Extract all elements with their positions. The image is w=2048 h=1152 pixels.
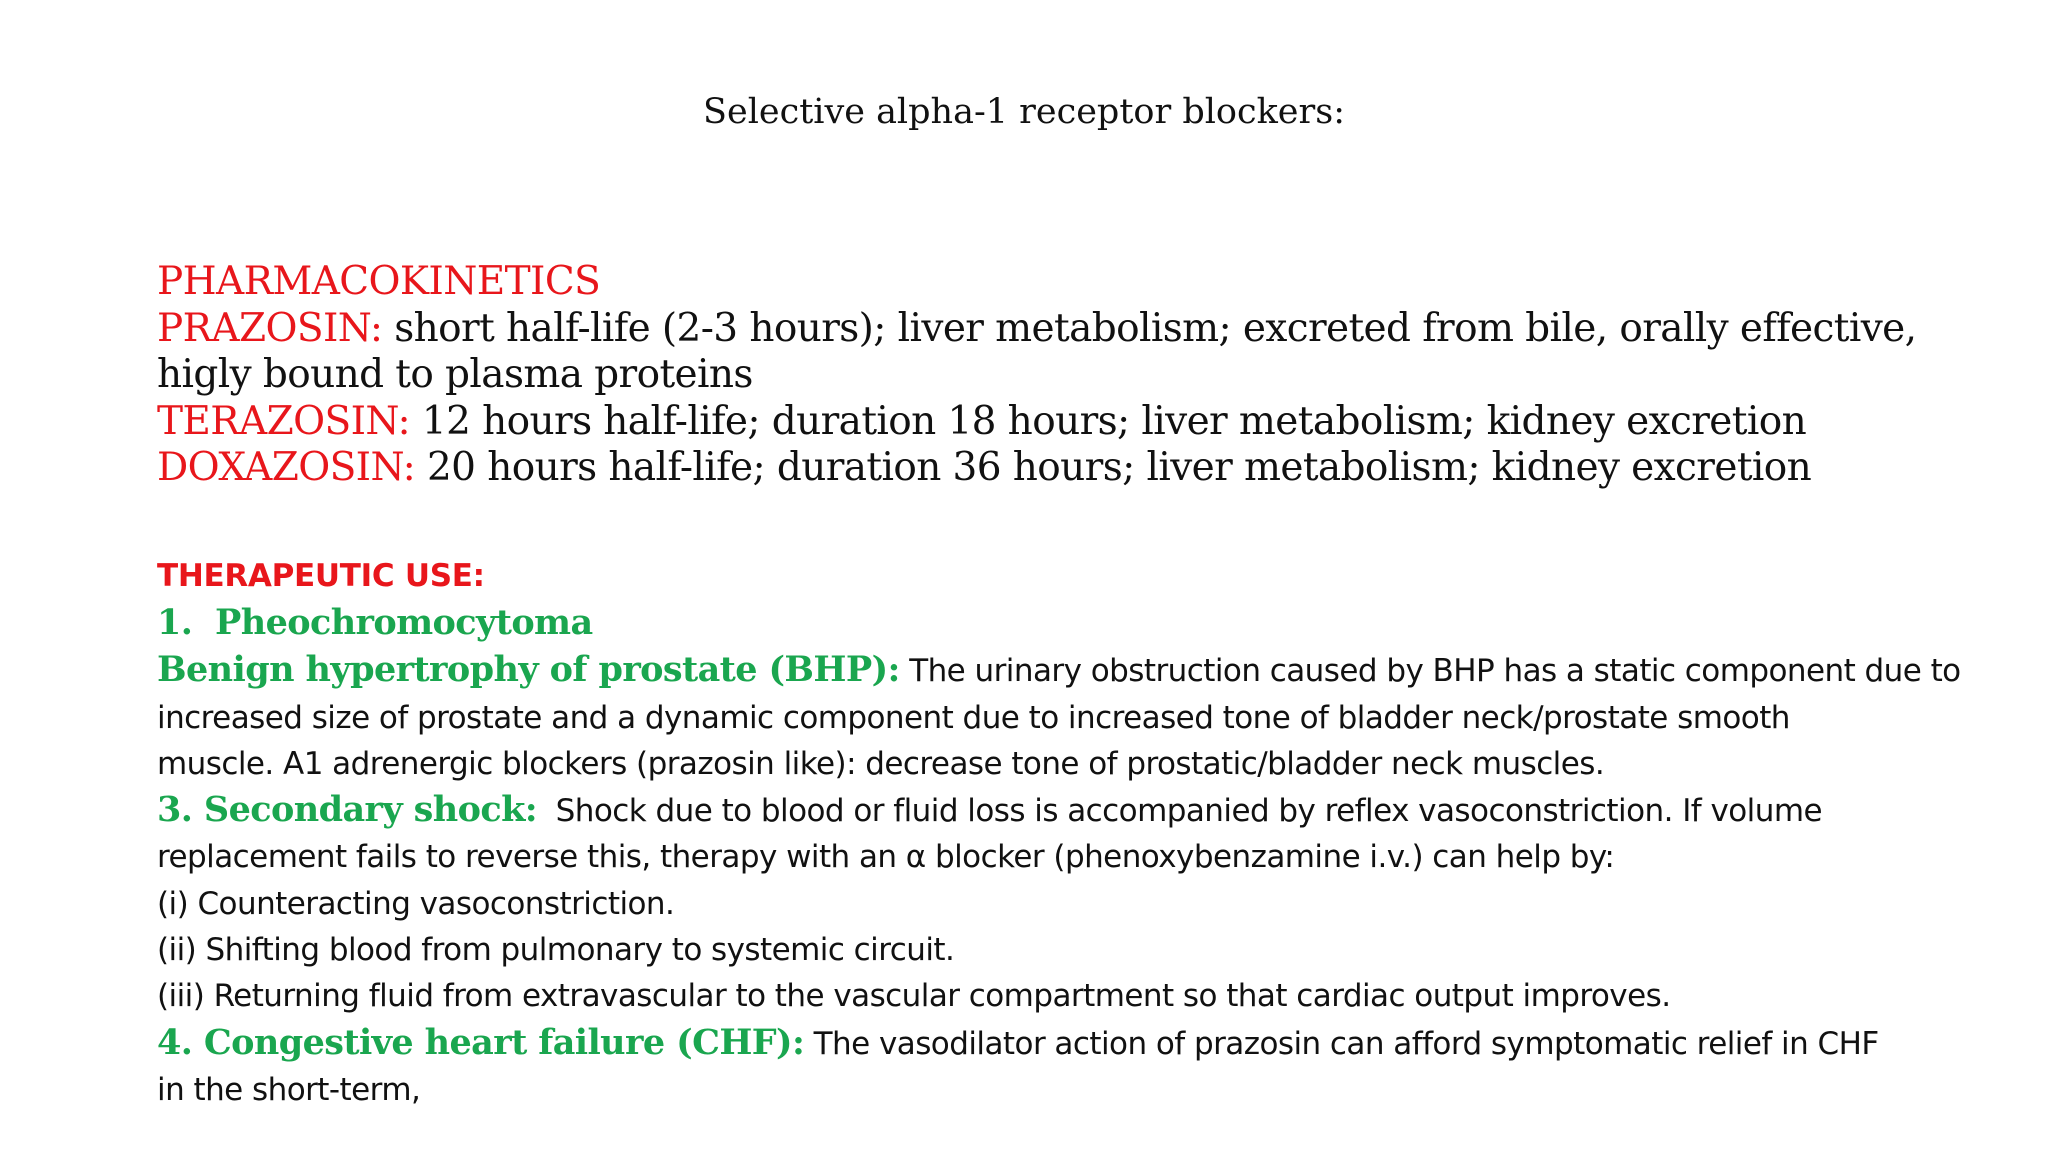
terazosin-label: TERAZOSIN: (157, 398, 411, 444)
bhp-text: The urinary obstruction caused by BHP has a static component due to (899, 653, 1961, 690)
prazosin-line (157, 306, 1977, 353)
prazosin-text: short half-life (2-3 hours); liver metabolism; excreted from bile, orally effective, (382, 305, 1917, 351)
terazosin-line (157, 399, 1977, 446)
shock-label: 3. Secondary shock: (157, 789, 538, 831)
slide-title: Selective alpha-1 receptor blockers: (703, 92, 1345, 132)
bhp-line (157, 647, 1997, 694)
therapeutic-use-heading: THERAPEUTIC USE: (157, 558, 485, 594)
chf-label: 4. Congestive heart failure (CHF): (157, 1021, 805, 1063)
shock-line (157, 787, 1997, 834)
pheochromocytoma-label: Pheochromocytoma (215, 602, 593, 643)
prazosin-label: PRAZOSIN: (157, 305, 383, 351)
terazosin-text: 12 hours half-life; duration 18 hours; liver metabolism; kidney excretion (410, 398, 1807, 444)
shock-line-2: replacement fails to reverse this, therapy with an α blocker (phenoxybenzamine i.v.) can help by: (157, 839, 1615, 876)
doxazosin-text: 20 hours half-life; duration 36 hours; liver metabolism; kidney excretion (415, 445, 1812, 490)
item-pheochromocytoma (157, 600, 1997, 647)
chf-line-2: in the short-term, (157, 1071, 421, 1108)
doxazosin-label: DOXAZOSIN: (157, 445, 416, 490)
bhp-label: Benign hypertrophy of prostate (BHP): (157, 649, 900, 691)
pharmacokinetics-heading: PHARMACOKINETICS (157, 259, 601, 304)
chf-text: The vasodilator action of prazosin can afford symptomatic relief in CHF (804, 1025, 1879, 1062)
prazosin-line-continued: higly bound to plasma proteins (157, 352, 753, 397)
pharmacokinetics-section (157, 259, 1977, 492)
chf-line (157, 1020, 1997, 1067)
doxazosin-line (157, 445, 1977, 492)
bhp-line-3: muscle. A1 adrenergic blockers (prazosin like): decrease tone of prostatic/bladder neck muscles. (157, 745, 1605, 782)
bhp-line-2: increased size of prostate and a dynamic component due to increased tone of bladder neck/prostate smooth (157, 699, 1790, 736)
item-number: 1. (157, 602, 193, 643)
shock-text: Shock due to blood or fluid loss is accompanied by reflex vasoconstriction. If volume (537, 793, 1823, 830)
shock-point-3: (iii) Returning fluid from extravascular to the vascular compartment so that cardiac output improves. (157, 978, 1671, 1015)
therapeutic-use-section (157, 600, 1997, 1113)
shock-point-1: (i) Counteracting vasoconstriction. (157, 885, 675, 922)
shock-point-2: (ii) Shifting blood from pulmonary to systemic circuit. (157, 932, 955, 969)
